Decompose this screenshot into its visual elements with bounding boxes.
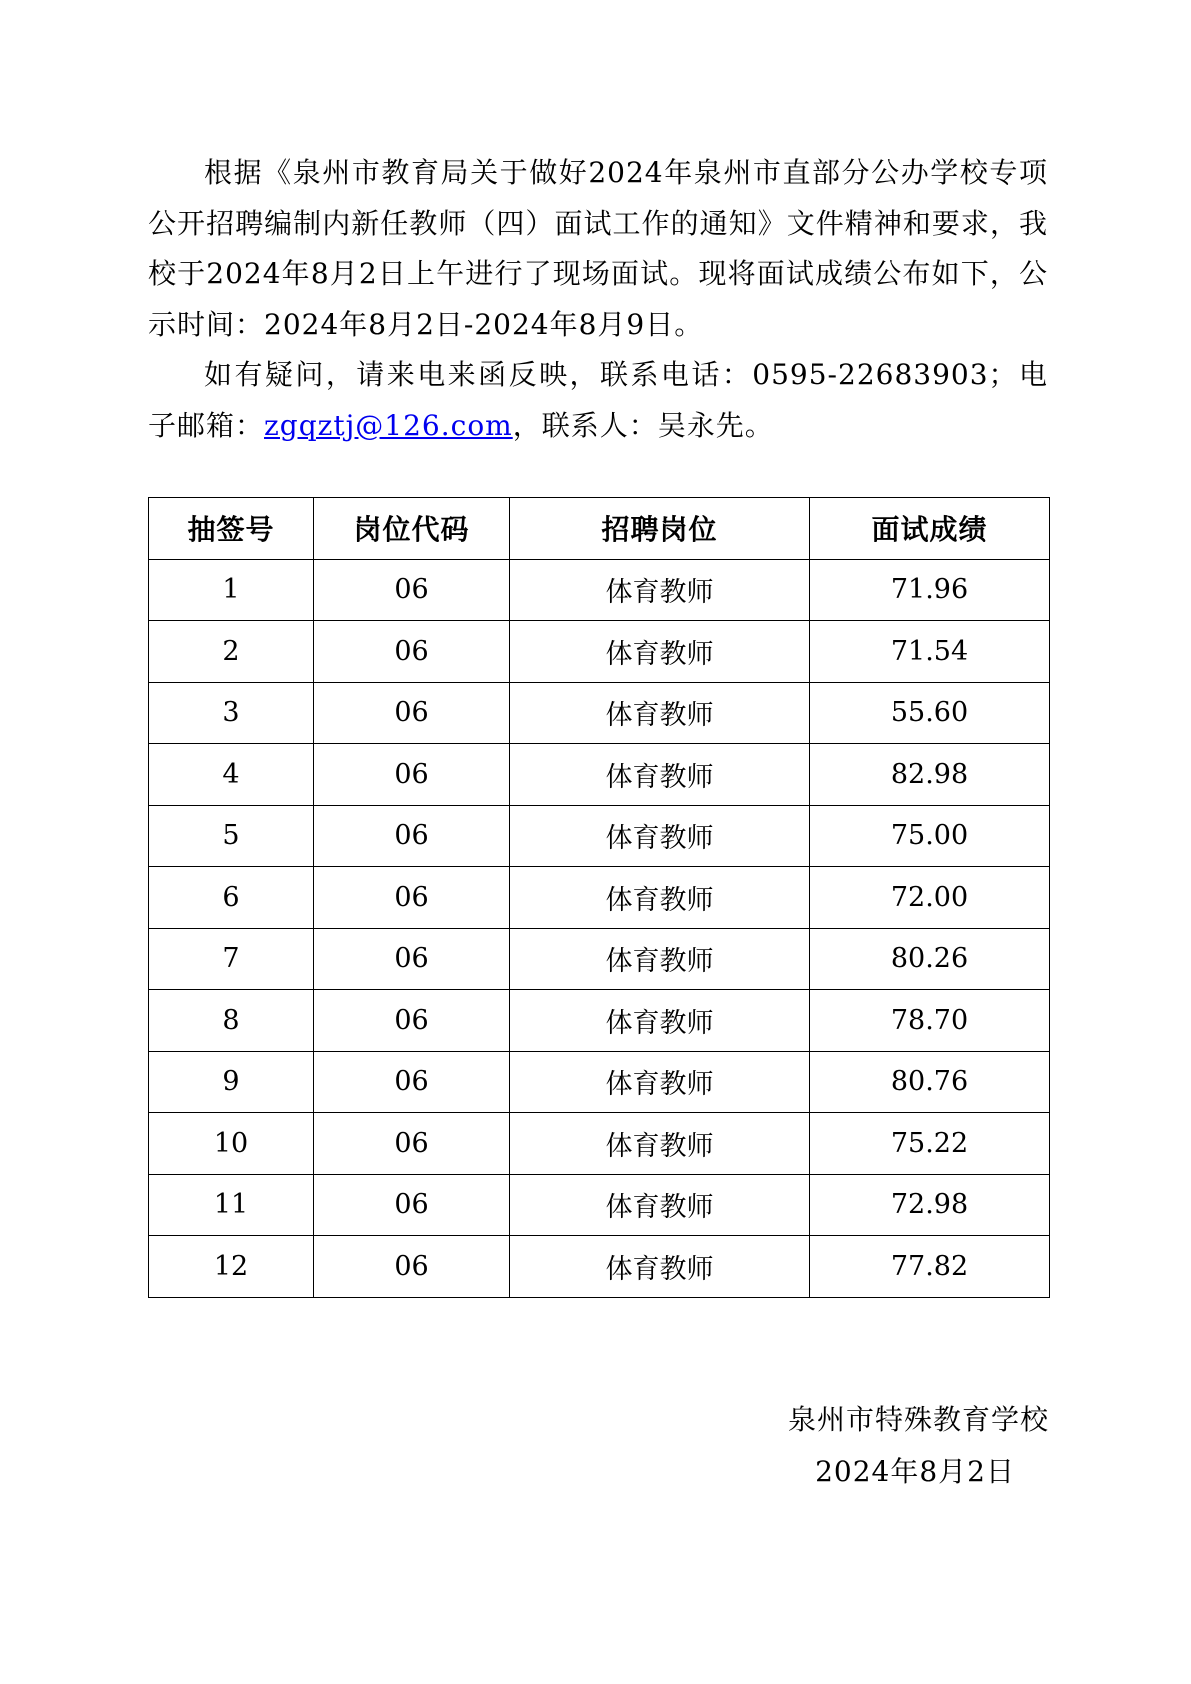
cell-score: 78.70 xyxy=(810,990,1050,1052)
header-position-code: 岗位代码 xyxy=(314,498,510,560)
cell-position-code: 06 xyxy=(314,1051,510,1113)
cell-score: 75.00 xyxy=(810,805,1050,867)
table-row xyxy=(149,1174,1050,1236)
table-row xyxy=(149,559,1050,621)
cell-score: 55.60 xyxy=(810,682,1050,744)
cell-draw-number: 12 xyxy=(149,1236,314,1298)
cell-score: 80.76 xyxy=(810,1051,1050,1113)
cell-position-code: 06 xyxy=(314,867,510,929)
table-row xyxy=(149,621,1050,683)
cell-position: 体育教师 xyxy=(510,805,810,867)
cell-position: 体育教师 xyxy=(510,1113,810,1175)
cell-position: 体育教师 xyxy=(510,1051,810,1113)
cell-score: 75.22 xyxy=(810,1113,1050,1175)
cell-score: 72.98 xyxy=(810,1174,1050,1236)
table-row xyxy=(149,867,1050,929)
cell-draw-number: 3 xyxy=(149,682,314,744)
cell-draw-number: 4 xyxy=(149,744,314,806)
cell-draw-number: 5 xyxy=(149,805,314,867)
cell-score: 82.98 xyxy=(810,744,1050,806)
interview-scores-table xyxy=(148,497,1050,1298)
cell-score: 71.96 xyxy=(810,559,1050,621)
notice-paragraph-2 xyxy=(148,350,1048,452)
cell-position-code: 06 xyxy=(314,621,510,683)
header-position: 招聘岗位 xyxy=(510,498,810,560)
cell-score: 71.54 xyxy=(810,621,1050,683)
cell-position: 体育教师 xyxy=(510,621,810,683)
cell-position: 体育教师 xyxy=(510,867,810,929)
cell-draw-number: 10 xyxy=(149,1113,314,1175)
cell-draw-number: 8 xyxy=(149,990,314,1052)
cell-position-code: 06 xyxy=(314,990,510,1052)
cell-position-code: 06 xyxy=(314,928,510,990)
cell-position: 体育教师 xyxy=(510,1174,810,1236)
cell-position-code: 06 xyxy=(314,559,510,621)
cell-position-code: 06 xyxy=(314,744,510,806)
contact-person-text: ，联系人：吴永先。 xyxy=(512,408,774,442)
table-row xyxy=(149,682,1050,744)
cell-position-code: 06 xyxy=(314,805,510,867)
cell-draw-number: 2 xyxy=(149,621,314,683)
cell-position: 体育教师 xyxy=(510,990,810,1052)
header-draw-number: 抽签号 xyxy=(149,498,314,560)
email-link[interactable]: zgqztj@126.com xyxy=(264,408,513,442)
cell-position-code: 06 xyxy=(314,1236,510,1298)
signature-date: 2024年8月2日 xyxy=(815,1455,1015,1488)
cell-position: 体育教师 xyxy=(510,928,810,990)
cell-position: 体育教师 xyxy=(510,1236,810,1298)
table-row xyxy=(149,805,1050,867)
table-body xyxy=(149,559,1050,1297)
cell-draw-number: 7 xyxy=(149,928,314,990)
cell-draw-number: 9 xyxy=(149,1051,314,1113)
cell-position-code: 06 xyxy=(314,682,510,744)
cell-draw-number: 6 xyxy=(149,867,314,929)
header-score: 面试成绩 xyxy=(810,498,1050,560)
cell-position-code: 06 xyxy=(314,1113,510,1175)
table-row xyxy=(149,1051,1050,1113)
table-row xyxy=(149,1236,1050,1298)
cell-score: 80.26 xyxy=(810,928,1050,990)
table-header-row xyxy=(149,498,1050,560)
cell-position-code: 06 xyxy=(314,1174,510,1236)
cell-position: 体育教师 xyxy=(510,744,810,806)
contact-text: 如有疑问，请来电来函反映，联系电话：0595-22683903；电子邮箱： xyxy=(148,358,1048,442)
notice-paragraph-1: 根据《泉州市教育局关于做好2024年泉州市直部分公办学校专项公开招聘编制内新任教师（四）面试工作的通知》文件精神和要求，我校于2024年8月2日上午进行了现场面试。现将面试成绩公布如下，公示时间：2024年8月2日-2024年8月9日。 xyxy=(148,156,1048,341)
cell-score: 72.00 xyxy=(810,867,1050,929)
table-row xyxy=(149,1113,1050,1175)
table-row xyxy=(149,744,1050,806)
cell-position: 体育教师 xyxy=(510,682,810,744)
signature-organization: 泉州市特殊教育学校 xyxy=(787,1403,1049,1436)
cell-draw-number: 1 xyxy=(149,559,314,621)
cell-score: 77.82 xyxy=(810,1236,1050,1298)
cell-position: 体育教师 xyxy=(510,559,810,621)
table-row xyxy=(149,990,1050,1052)
cell-draw-number: 11 xyxy=(149,1174,314,1236)
table-row xyxy=(149,928,1050,990)
